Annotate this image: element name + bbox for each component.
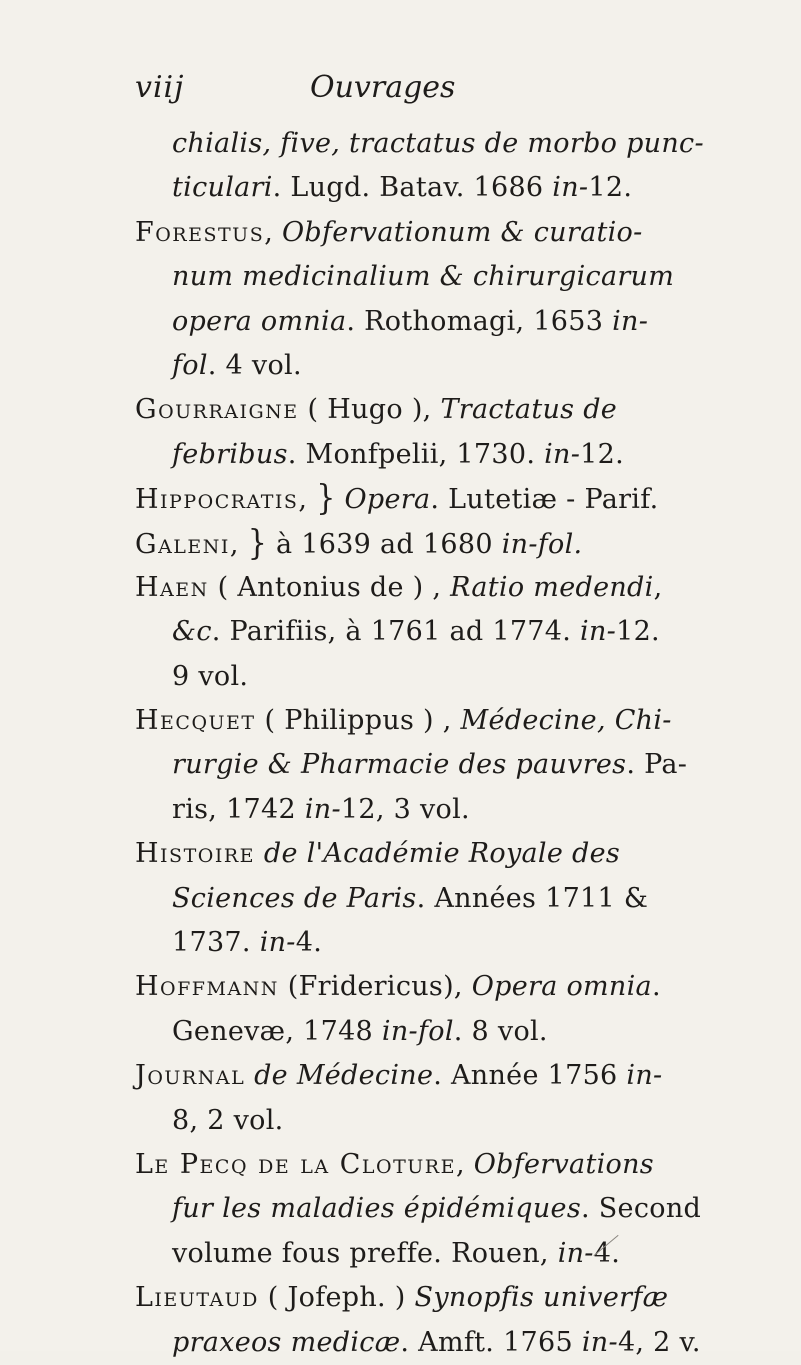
italic-text: in- <box>259 927 296 959</box>
text-line <box>135 788 775 832</box>
text-line <box>135 166 775 210</box>
text-line <box>135 877 775 921</box>
entry-author: Hecquet <box>135 705 256 737</box>
text-segment: . Années 1711 & <box>416 882 649 914</box>
text-segment: . Lutetiæ - Parif. <box>430 484 659 516</box>
entry-author: Hippocratis <box>135 484 299 516</box>
text-line <box>135 743 775 787</box>
text-line <box>135 699 775 743</box>
text-segment: ( Antonius de ) , <box>208 571 451 603</box>
text-segment: , <box>264 216 282 248</box>
brace-glyph: } <box>316 478 336 519</box>
text-segment: . Monfpelii, 1730. <box>287 438 545 470</box>
italic-text: in- <box>304 793 341 825</box>
italic-text: Ratio medendi <box>450 571 654 603</box>
italic-text: in- <box>580 616 617 648</box>
italic-text: febribus <box>172 438 288 470</box>
text-line <box>135 832 775 876</box>
text-segment: . Rothomagi, 1653 <box>346 305 613 337</box>
text-segment: à 1639 ad 1680 <box>267 528 502 560</box>
text-segment: 4. <box>295 927 323 959</box>
text-segment: . Amft. 1765 <box>400 1326 582 1358</box>
entry-author: Galeni <box>135 528 230 560</box>
italic-text: Synopfis univerfæ <box>414 1282 669 1314</box>
entry-author: Gourraigne <box>135 394 299 426</box>
italic-text: Opera <box>344 484 431 516</box>
entry-author: Hoffmann <box>135 971 279 1003</box>
text-segment: 12. <box>588 172 633 204</box>
text-line <box>135 1232 775 1276</box>
italic-text: Opera omnia <box>471 971 652 1003</box>
text-line <box>135 610 775 654</box>
text-segment: ( Hugo ), <box>298 394 441 426</box>
entry-author: Haen <box>135 571 209 603</box>
text-line <box>135 655 775 699</box>
text-segment: . 8 vol. <box>453 1015 548 1047</box>
text-line <box>135 300 775 344</box>
page-header <box>135 70 675 120</box>
text-segment: (Fridericus), <box>278 971 472 1003</box>
text-segment: , <box>229 528 248 560</box>
entry-author: Forestus <box>135 216 265 248</box>
italic-text: fur les maladies épidémiques <box>172 1193 581 1225</box>
text-segment: , <box>455 1148 474 1180</box>
text-line <box>135 522 775 566</box>
italic-text: fol <box>172 349 208 381</box>
running-title: Ouvrages <box>310 70 456 105</box>
text-line <box>135 477 775 521</box>
text-segment <box>255 838 264 869</box>
italic-text: in- <box>557 1237 594 1269</box>
text-segment: . Second <box>581 1193 702 1225</box>
text-segment: 8, 2 vol. <box>172 1104 284 1136</box>
text-line <box>135 1099 775 1143</box>
text-line <box>135 566 775 610</box>
text-segment: 12, 3 vol. <box>340 793 470 825</box>
text-line <box>135 344 775 388</box>
italic-text: chialis, five, tractatus de morbo punc- <box>172 128 704 159</box>
text-line <box>135 255 775 299</box>
text-line <box>135 1143 775 1187</box>
text-line <box>135 1321 775 1365</box>
italic-text: in-fol. <box>501 528 583 560</box>
page-number: viij <box>135 70 185 105</box>
text-segment: , <box>653 571 663 603</box>
text-segment: Genevæ, 1748 <box>172 1015 382 1047</box>
entry-author: Histoire <box>135 838 255 870</box>
text-segment: . Pa- <box>626 749 688 781</box>
text-segment: ( Philippus ) , <box>255 705 461 737</box>
brace-glyph: } <box>247 522 268 564</box>
italic-text: in- <box>581 1326 618 1358</box>
text-line <box>135 388 775 432</box>
entry-author: Journal <box>135 1060 246 1092</box>
text-line <box>135 122 775 166</box>
text-line <box>135 1276 775 1320</box>
text-line <box>135 1054 775 1098</box>
italic-text: praxeos medicæ <box>172 1326 401 1358</box>
entry-author: Le Pecq de la Cloture <box>135 1148 456 1180</box>
text-segment: . Parifiis, à 1761 ad 1774. <box>211 616 581 648</box>
text-segment: , <box>298 484 317 516</box>
italic-text: in- <box>612 305 649 337</box>
italic-text: rurgie & Pharmacie des pauvres <box>172 749 627 781</box>
text-segment: volume fous preffe. Rouen, <box>172 1237 558 1269</box>
text-segment: 12. <box>616 616 660 648</box>
text-line <box>135 1187 775 1231</box>
text-segment: . Année 1756 <box>433 1060 627 1092</box>
text-segment <box>245 1060 254 1091</box>
text-segment: 1737. <box>172 927 260 959</box>
italic-text: &c <box>172 616 212 648</box>
text-line <box>135 433 775 477</box>
text-line <box>135 1010 775 1054</box>
text-segment: 12. <box>580 438 625 470</box>
text-segment: 9 vol. <box>172 660 249 692</box>
italic-text: de l'Académie Royale des <box>263 838 621 870</box>
text-segment: 4, 2 v. <box>617 1326 701 1358</box>
text-line <box>135 965 775 1009</box>
italic-text: Tractatus de <box>440 394 618 426</box>
text-segment: . Lugd. Batav. 1686 <box>272 172 553 204</box>
italic-text: Obfervations <box>473 1148 654 1180</box>
italic-text: in- <box>544 438 581 470</box>
italic-text: in- <box>552 172 589 204</box>
text-line <box>135 921 775 965</box>
italic-text: in- <box>626 1060 663 1092</box>
text-segment: . 4 vol. <box>207 349 302 381</box>
italic-text: de Médecine <box>254 1060 434 1092</box>
italic-text: Médecine, Chi- <box>460 705 672 737</box>
italic-text: num medicinalium & chirurgicarum <box>172 261 675 293</box>
text-segment: ris, 1742 <box>172 793 305 825</box>
text-segment: 4. <box>593 1237 621 1269</box>
italic-text: opera omnia <box>172 305 347 337</box>
text-line <box>135 211 775 255</box>
italic-text: ticulari <box>172 172 273 204</box>
text-segment: ( Jofeph. ) <box>258 1282 415 1314</box>
italic-text: Obfervationum & curatio- <box>281 216 643 248</box>
italic-text: Sciences de Paris <box>172 882 417 914</box>
bibliography-text <box>135 122 775 1365</box>
italic-text: in-fol <box>381 1015 454 1047</box>
entry-author: Lieutaud <box>135 1282 259 1314</box>
text-segment: . <box>651 971 661 1003</box>
